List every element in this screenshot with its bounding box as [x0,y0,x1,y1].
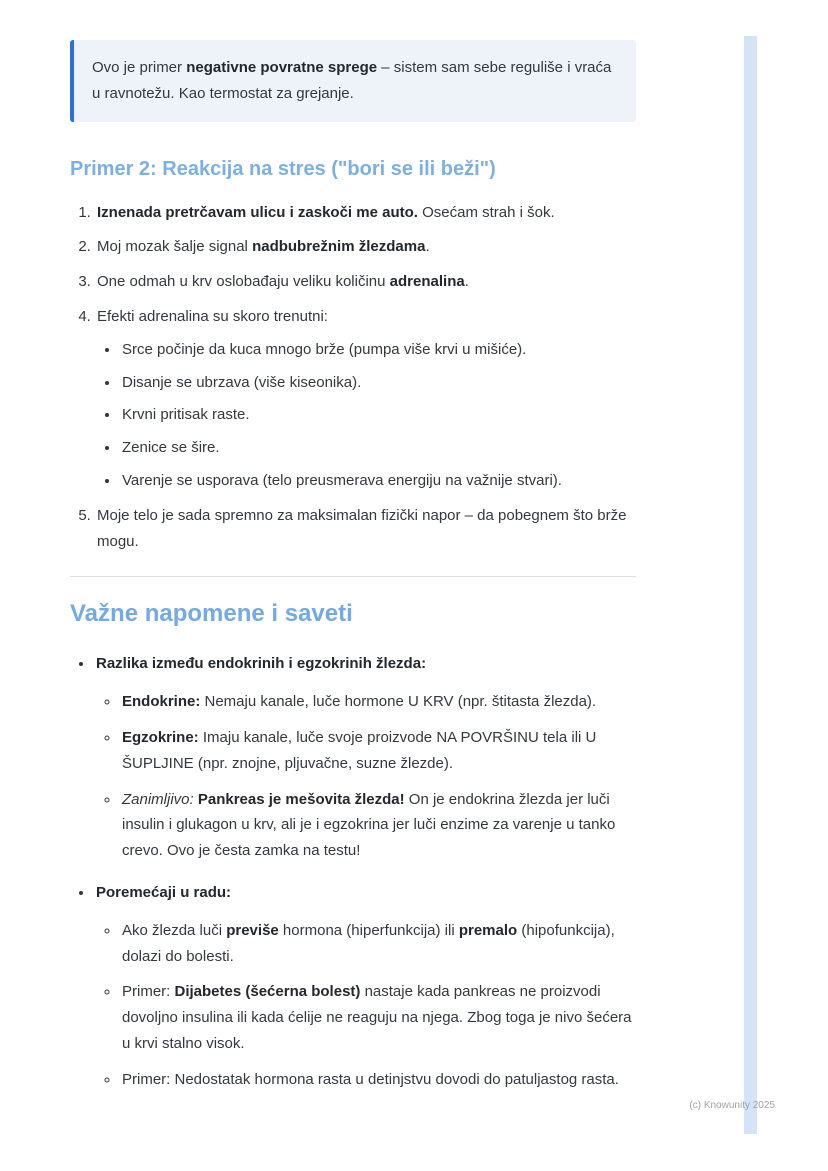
note-egzokrine-bold: Egzokrine: [122,728,199,746]
note-dijabetes [120,979,636,1056]
effect-item [120,468,636,494]
step-3-bold: adrenalina [389,273,465,291]
section-heading-notes: Važne napomene i saveti [70,600,353,628]
note-endokrine [120,689,636,715]
note-pankreas-bold: Pankreas je mešovita žlezda! [193,790,405,808]
effect-text: Zenice se šire. [122,439,220,457]
info-callout [70,40,636,122]
effect-text: Varenje se usporava (telo preusmerava energiju na važnije stvari). [122,471,562,489]
step-5-text: Moje telo je sada spremno za maksimalan fizički napor – da pobegnem što brže mogu. [97,506,627,550]
text-segment: (hipofunkcija), dolazi do bolesti. [122,921,615,965]
razlika-sub-list [96,689,636,864]
footer-copyright: (c) Knowunity 2025 [689,1100,775,1111]
callout-text-segment: Ovo je primer [92,59,187,76]
step-3 [95,269,636,295]
note-poremecaji-title: Poremećaji u radu: [96,883,232,901]
text-segment: hormona (hiperfunkcija) ili [278,921,459,939]
step-2-text: Moj mozak šalje signal [97,238,253,256]
note-pankreas [120,787,636,864]
note-poremecaji [94,880,636,1093]
stress-steps-list [70,200,636,555]
note-hormon-rasta [120,1067,636,1093]
note-egzokrine [120,725,636,777]
effect-text: Disanje se ubrzava (više kiseonika). [122,373,362,391]
note-endokrine-bold: Endokrine: [122,693,201,711]
text-segment: nastaje kada pankreas ne proizvodi dovoljno insulina ili kada ćelije ne reaguju na njega. Zbog toga je nivo šećera u krvi stalno visok. [122,983,632,1052]
document-content [70,40,636,1109]
note-endokrine-text: Nemaju kanale, luče hormone U KRV (npr. štitasta žlezda). [200,693,597,711]
note-pankreas-text: On je endokrina žlezda jer luči insulin i glukagon u krv, ali je i egzokrina jer luči enzime za varenje u tanko crevo. Ovo je česta zamka na testu! [122,790,616,860]
note-razlika-title: Razlika između endokrinih i egzokrinih žlezda: [96,655,427,673]
bold-segment: premalo [458,921,518,939]
section-heading-stress: Primer 2: Reakcija na stres ("bori se ili beži") [70,157,496,180]
effect-item [120,337,636,363]
effect-text: Krvni pritisak raste. [122,406,250,424]
step-2 [95,234,636,260]
step-3-text-end: . [464,273,469,291]
step-3-text: One odmah u krv oslobađaju veliku količinu [97,273,390,291]
bold-segment: previše [226,921,279,939]
callout-text-segment: – sistem sam sebe reguliše i vraća u ravnotežu. Kao termostat za grejanje. [92,59,612,102]
step-2-bold: nadbubrežnim žlezdama [252,238,426,256]
adrenaline-effects-list [97,337,636,494]
notes-list [70,651,636,1092]
step-4-lead: Efekti adrenalina su skoro trenutni: [97,307,328,325]
effect-item [120,435,636,461]
effect-item [120,370,636,396]
step-2-text-end: . [425,238,430,256]
note-hiperfunkcija [120,918,636,970]
note-pankreas-italic: Zanimljivo: [122,790,194,808]
step-1 [95,200,636,226]
text-segment: Primer: Nedostatak hormona rasta u detinjstvu dovodi do patuljastog rasta. [122,1070,619,1088]
text-segment: Ako žlezda luči [122,921,227,939]
callout-bold-segment: negativne povratne sprege [186,59,378,76]
section-divider [70,576,636,577]
step-4 [95,304,636,494]
effect-text: Srce počinje da kuca mnogo brže (pumpa više krvi u mišiće). [122,340,527,358]
step-5 [95,503,636,555]
bold-segment: Dijabetes (šećerna bolest) [174,983,361,1001]
note-egzokrine-text: Imaju kanale, luče svoje proizvode NA POVRŠINU tela ili U ŠUPLJINE (npr. znojne, pljuvačne, suzne žlezde). [122,728,597,772]
note-razlika [94,651,636,864]
step-1-text: Osećam strah i šok. [417,203,555,221]
effect-item [120,402,636,428]
poremecaji-sub-list [96,918,636,1093]
text-segment: Primer: [122,983,175,1001]
step-1-bold: Iznenada pretrčavam ulicu i zaskoči me auto. [97,203,418,221]
scrollbar-track[interactable] [744,36,757,1134]
